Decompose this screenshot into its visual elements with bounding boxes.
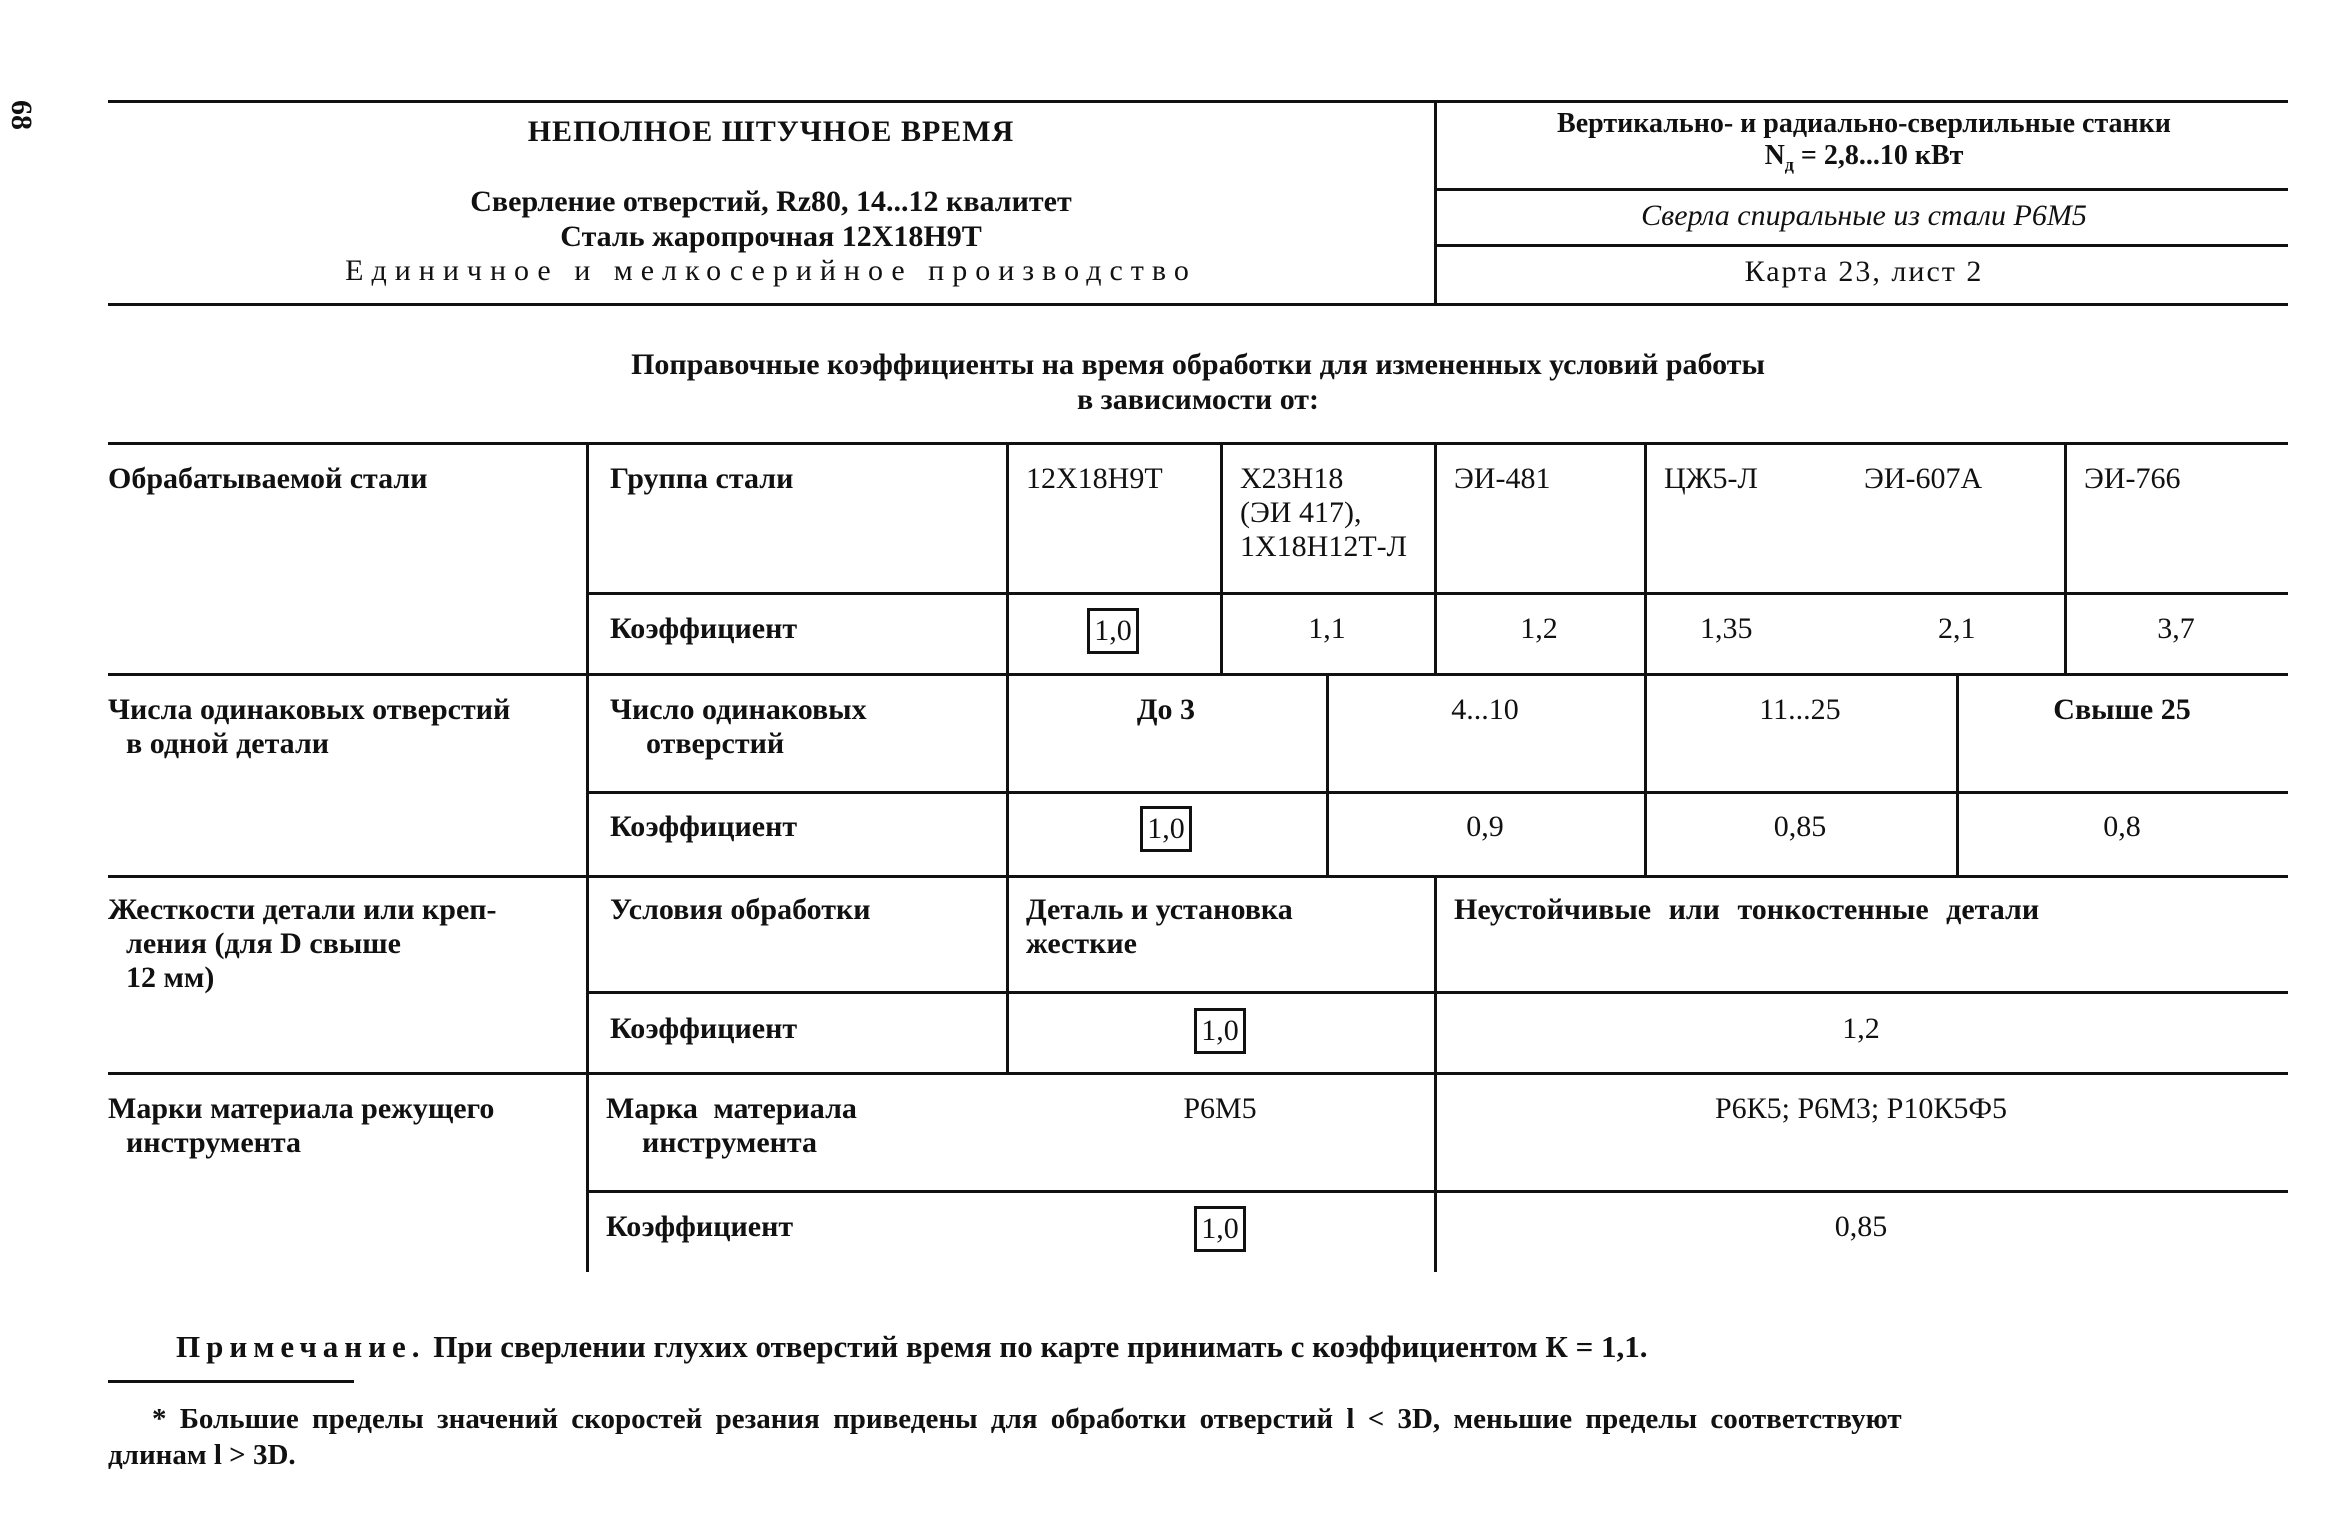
header-bottom-rule: [108, 303, 2288, 306]
holes-coef-1: [1006, 806, 1326, 852]
header-operation: Сверление отверстий, Rz80, 14...12 квалитет: [470, 185, 1072, 218]
steel-coef-3: 1,2: [1520, 612, 1558, 645]
holes-bottom-rule: [108, 875, 2288, 878]
holes-range-1: До 3: [1136, 693, 1196, 726]
steel-group-5: ЭИ-607А: [1864, 462, 1983, 495]
tool-value-2: Р6К5; Р6М3; Р10К5Ф5: [1714, 1092, 2008, 1125]
holes-coef-4: 0,8: [2103, 810, 2141, 843]
steel-group-6: ЭИ-766: [2084, 462, 2181, 495]
steel-group-2: Х23Н18 (ЭИ 417), 1Х18Н12Т-Л: [1240, 462, 1407, 563]
steel-mid-rule: [586, 592, 2288, 595]
header-card: Карта 23, лист 2: [1744, 255, 1984, 288]
note-text: При сверлении глухих отверстий время по карте принимать с коэффициентом К = 1,1.: [425, 1329, 1648, 1364]
tool-param: Марка материала инструмента: [606, 1092, 857, 1159]
header-machine: [1440, 108, 2288, 181]
boxed-value: 1,0: [1140, 806, 1192, 852]
section-title-1: Поправочные коэффициенты на время обработки для измененных условий работы: [631, 348, 1765, 381]
rigidity-value-2: Неустойчивые или тонкостенные детали: [1454, 893, 2040, 926]
rigidity-coef-2: 1,2: [1842, 1012, 1880, 1045]
header-tool: Сверла спиральные из стали Р6М5: [1641, 199, 2087, 232]
holes-param: Число одинаковых отверстий: [610, 693, 867, 760]
machine-line-2: $N_д = 2,8...10$ кВт: [1764, 140, 1964, 175]
tool-coef-1: [1006, 1206, 1434, 1252]
steel-coef-6: 3,7: [2157, 612, 2195, 645]
note-label: Примечание.: [176, 1329, 426, 1364]
table-top-rule: [108, 442, 2288, 445]
tool-value-1: Р6М5: [1183, 1092, 1257, 1125]
steel-group-3: ЭИ-481: [1454, 462, 1551, 495]
holes-coef-label: Коэффициент: [610, 810, 798, 843]
steel-col-4: [1644, 442, 1647, 673]
boxed-value: 1,0: [1194, 1008, 1246, 1054]
holes-mid-rule: [586, 791, 2288, 794]
rigidity-bottom-rule: [108, 1072, 2288, 1075]
header-material: Сталь жаропрочная 12Х18Н9Т: [560, 220, 982, 253]
header-right-rule-1: [1434, 188, 2288, 191]
steel-param: Группа стали: [610, 462, 794, 495]
header-divider: [1434, 100, 1437, 303]
header-right-rule-2: [1434, 244, 2288, 247]
boxed-value: 1,0: [1194, 1206, 1246, 1252]
steel-coef-5: 2,1: [1938, 612, 1976, 645]
page-number: 68: [5, 100, 38, 130]
holes-range-4: Свыше 25: [2053, 693, 2191, 726]
machine-line-1: Вертикально- и радиально-сверлильные станки: [1557, 108, 2171, 139]
tool-coef-label: Коэффициент: [606, 1210, 794, 1243]
steel-group-1: 12Х18Н9Т: [1026, 462, 1163, 495]
rigidity-value-1: Деталь и установка жесткие: [1026, 893, 1293, 960]
header-title: НЕПОЛНОЕ ШТУЧНОЕ ВРЕМЯ: [527, 115, 1015, 148]
tool-mid-rule: [586, 1190, 2288, 1193]
steel-coef-label: Коэффициент: [610, 612, 798, 645]
header-production: Единичное и мелкосерийное производство: [345, 254, 1197, 287]
rigidity-param: Условия обработки: [610, 893, 871, 926]
steel-coef-4: 1,35: [1700, 612, 1753, 645]
header-top-rule: [108, 100, 2288, 103]
section-title-2: в зависимости от:: [1076, 383, 1320, 416]
table-label-divider: [586, 442, 589, 1272]
footnote-separator: [108, 1380, 354, 1383]
holes-range-3: 11...25: [1759, 693, 1841, 726]
holes-coef-2: 0,9: [1466, 810, 1504, 843]
steel-bottom-rule: [108, 673, 2288, 676]
note: [176, 1330, 1648, 1364]
rigidity-mid-rule: [586, 991, 2288, 994]
boxed-value: 1,0: [1087, 608, 1139, 654]
rigidity-coef-label: Коэффициент: [610, 1012, 798, 1045]
steel-group-4: ЦЖ5-Л: [1664, 462, 1758, 495]
tool-label: Марки материала режущего инструмента: [108, 1092, 495, 1159]
steel-label: Обрабатываемой стали: [108, 462, 428, 495]
rigidity-coef-1: [1006, 1008, 1434, 1054]
holes-coef-3: 0,85: [1773, 810, 1827, 843]
steel-coef-2: 1,1: [1308, 612, 1346, 645]
holes-range-2: 4...10: [1451, 693, 1519, 726]
tool-coef-2: 0,85: [1834, 1210, 1888, 1243]
footnote-line-2: длинам l > 3D.: [108, 1439, 296, 1471]
rigidity-label: Жесткости детали или креп- ления (для D свыше 12 мм): [108, 893, 497, 994]
footnote-line-1: * Большие пределы значений скоростей резания приведены для обработки отверстий l < 3D, меньшие пределы соответствуют: [152, 1403, 1902, 1435]
holes-label: Числа одинаковых отверстий в одной детали: [108, 693, 511, 760]
steel-coef-1: [1006, 608, 1220, 654]
